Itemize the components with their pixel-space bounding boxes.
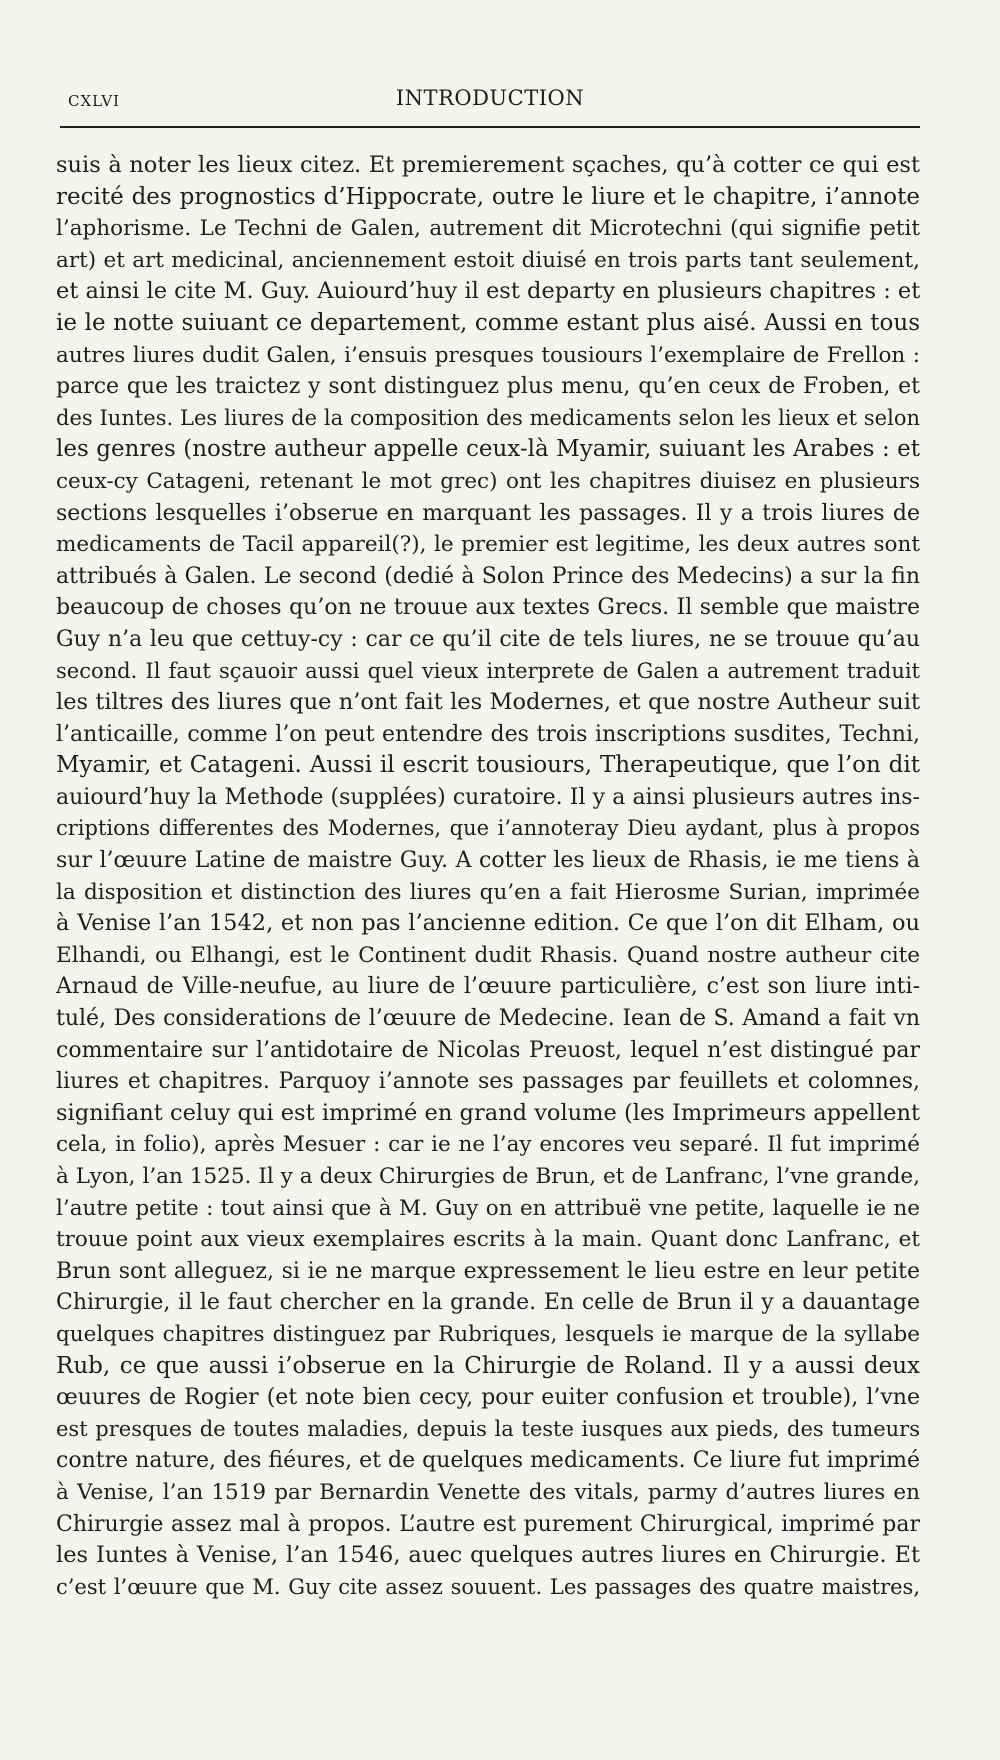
text-line: attribués à Galen. Le second (dedié à Solon Prince des Medecins) a sur la fin [56, 563, 920, 589]
text-line: auiourd’huy la Methode (supplées) curatoire. Il y a ainsi plusieurs autres ins- [56, 784, 920, 810]
text-line: art) et art medicinal, anciennement estoit diuisé en trois parts tant seulement, [56, 247, 920, 273]
text-line: commentaire sur l’antidotaire de Nicolas Preuost, lequel n’est distingué par [56, 1037, 920, 1063]
text-line: à Lyon, l’an 1525. Il y a deux Chirurgies de Brun, et de Lanfranc, l’vne grande, [56, 1164, 920, 1189]
text-line: recité des prognostics d’Hippocrate, outre le liure et le chapitre, i’annote [56, 183, 920, 210]
running-title: INTRODUCTION [395, 86, 585, 110]
text-line: à Venise, l’an 1519 par Bernardin Venette des vitals, parmy d’autres liures en [56, 1479, 920, 1505]
text-line: à Venise l’an 1542, et non pas l’ancienne edition. Ce que l’on dit Elham, ou [56, 910, 920, 937]
text-line: parce que les traictez y sont distinguez plus menu, qu’en ceux de Froben, et [56, 374, 920, 400]
text-line: liures et chapitres. Parquoy i’annote ses passages par feuillets et colomnes, [56, 1069, 920, 1095]
text-line: sections lesquelles i’obserue en marquant les passages. Il y a trois liures de [56, 500, 920, 526]
text-line: trouue point aux vieux exemplaires escrits à la main. Quant donc Lanfranc, et [56, 1227, 920, 1253]
text-line: les Iuntes à Venise, l’an 1546, auec quelques autres liures en Chirurgie. Et [56, 1542, 920, 1569]
text-line: Chirurgie, il le faut chercher en la grande. En celle de Brun il y a dauantage [56, 1290, 920, 1316]
text-line: les tiltres des liures que n’ont fait les Modernes, et que nostre Autheur suit [56, 689, 920, 716]
text-line: cela, in folio), après Mesuer : car ie ne l’ay encores veu separé. Il fut imprimé [56, 1132, 920, 1158]
text-line: ie le notte suiuant ce departement, comme estant plus aisé. Aussi en tous [56, 309, 920, 336]
text-line: autres liures dudit Galen, i’ensuis presques tousiours l’exemplaire de Frellon : [56, 342, 920, 368]
text-line: Arnaud de Ville-neufue, au liure de l’œuure particulière, c’est son liure inti- [56, 974, 920, 1000]
text-line: sur l’œuure Latine de maistre Guy. A cotter les lieux de Rhasis, ie me tiens à [56, 848, 920, 874]
text-line: l’aphorisme. Le Techni de Galen, autrement dit Microtechni (qui signifie petit [56, 216, 920, 242]
text-line: suis à noter les lieux citez. Et premierement sçaches, qu’à cotter ce qui est [56, 152, 920, 178]
running-header [60, 84, 920, 116]
text-line: est presques de toutes maladies, depuis la teste iusques aux pieds, des tumeurs [56, 1416, 920, 1441]
text-line: et ainsi le cite M. Guy. Auiourd’huy il est departy en plusieurs chapitres : et [56, 278, 920, 305]
text-line: l’anticaille, comme l’on peut entendre des trois inscriptions susdites, Techni, [56, 721, 920, 747]
header-rule [60, 126, 920, 128]
text-line: Brun sont alleguez, si ie ne marque expressement le lieu estre en leur petite [56, 1258, 920, 1284]
text-line: Elhandi, ou Elhangi, est le Continent dudit Rhasis. Quand nostre autheur cite [56, 942, 920, 968]
text-line: quelques chapitres distinguez par Rubriques, lesquels ie marque de la syllabe [56, 1321, 920, 1347]
text-line: la disposition et distinction des liures qu’en a fait Hierosme Surian, imprimée [56, 879, 920, 905]
text-line: c’est l’œuure que M. Guy cite assez souuent. Les passages des quatre maistres, [56, 1574, 920, 1599]
text-line: Myamir, et Catageni. Aussi il escrit tousiours, Therapeutique, que l’on dit [56, 752, 920, 779]
text-line: des Iuntes. Les liures de la composition des medicaments selon les lieux et selon [56, 405, 920, 430]
body-paragraph [56, 150, 920, 1603]
text-line: Rub, ce que aussi i’obserue en la Chirurgie de Roland. Il y a aussi deux [56, 1352, 920, 1379]
text-line: l’autre petite : tout ainsi que à M. Guy on en attribuë vne petite, laquelle ie ne [56, 1195, 920, 1221]
text-line: medicaments de Tacil appareil(?), le premier est legitime, les deux autres sont [56, 532, 920, 558]
text-line: second. Il faut sçauoir aussi quel vieux interprete de Galen a autrement traduit [56, 658, 920, 683]
text-line: signifiant celuy qui est imprimé en grand volume (les Imprimeurs appellent [56, 1099, 920, 1126]
text-line: contre nature, des fiéures, et de quelques medicaments. Ce liure fut imprimé [56, 1448, 920, 1474]
text-line: criptions differentes des Modernes, que i’annoteray Dieu aydant, plus à propos [56, 816, 920, 841]
text-line: tulé, Des considerations de l’œuure de Medecine. Iean de S. Amand a fait vn [56, 1006, 920, 1032]
text-line: œuures de Rogier (et note bien cecy, pour euiter confusion et trouble), l’vne [56, 1385, 920, 1411]
text-line: Chirurgie assez mal à propos. L’autre est purement Chirurgical, imprimé par [56, 1511, 920, 1537]
text-line: ceux-cy Catageni, retenant le mot grec) ont les chapitres diuisez en plusieurs [56, 468, 920, 494]
page-number: CXLVI [68, 92, 121, 110]
text-line: les genres (nostre autheur appelle ceux-là Myamir, suiuant les Arabes : et [56, 436, 920, 463]
text-line: beaucoup de choses qu’on ne trouue aux textes Grecs. Il semble que maistre [56, 595, 920, 621]
text-line: Guy n’a leu que cettuy-cy : car ce qu’il cite de tels liures, ne se trouue qu’au [56, 626, 920, 652]
